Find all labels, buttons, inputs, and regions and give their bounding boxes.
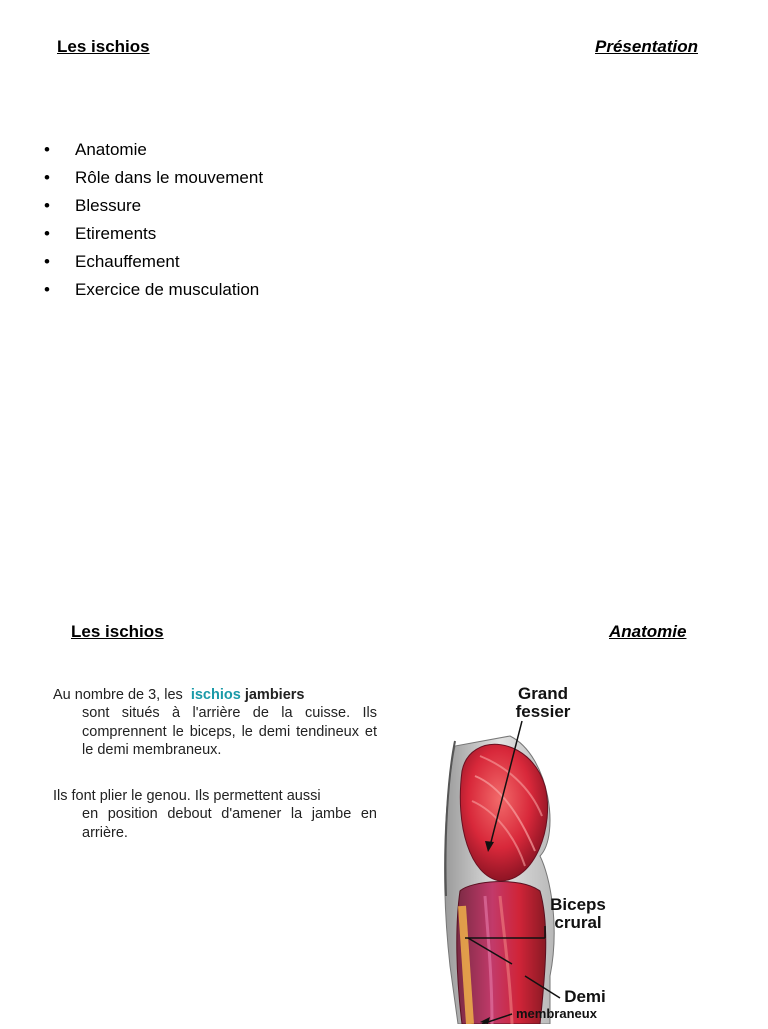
slide1-title: Les ischios bbox=[57, 37, 150, 56]
list-item: • Echauffement bbox=[44, 252, 180, 271]
slide2-subtitle: Anatomie bbox=[609, 622, 687, 641]
label-grand-fessier: Grand fessier bbox=[515, 684, 571, 721]
list-item: • Rôle dans le mouvement bbox=[44, 168, 264, 187]
slide2-title: Les ischios bbox=[71, 622, 164, 641]
list-item: • Anatomie bbox=[44, 140, 147, 159]
anatomy-paragraph-1: Au nombre de 3, les ischios jambiers sont situés à l'arrière de la cuisse. Ils comprennent le biceps, le demi tendineux et le demi membraneux. bbox=[53, 687, 377, 758]
label-membraneux: membraneux bbox=[516, 1006, 597, 1021]
hamstring-illustration bbox=[400, 676, 660, 1024]
list-item: • Exercice de musculation bbox=[44, 280, 260, 299]
anatomy-paragraph-2: Ils font plier le genou. Ils permettent aussi en position debout d'amener la jambe en arrière. bbox=[53, 788, 377, 841]
list-item: • Blessure bbox=[44, 196, 142, 215]
label-biceps-crural: Biceps crural bbox=[550, 895, 606, 932]
slide1-subtitle: Présentation bbox=[595, 37, 698, 56]
list-item: • Etirements bbox=[44, 224, 157, 243]
muscle-diagram bbox=[400, 676, 660, 1024]
topic-list bbox=[44, 139, 263, 307]
label-demi: Demi bbox=[564, 987, 606, 1006]
